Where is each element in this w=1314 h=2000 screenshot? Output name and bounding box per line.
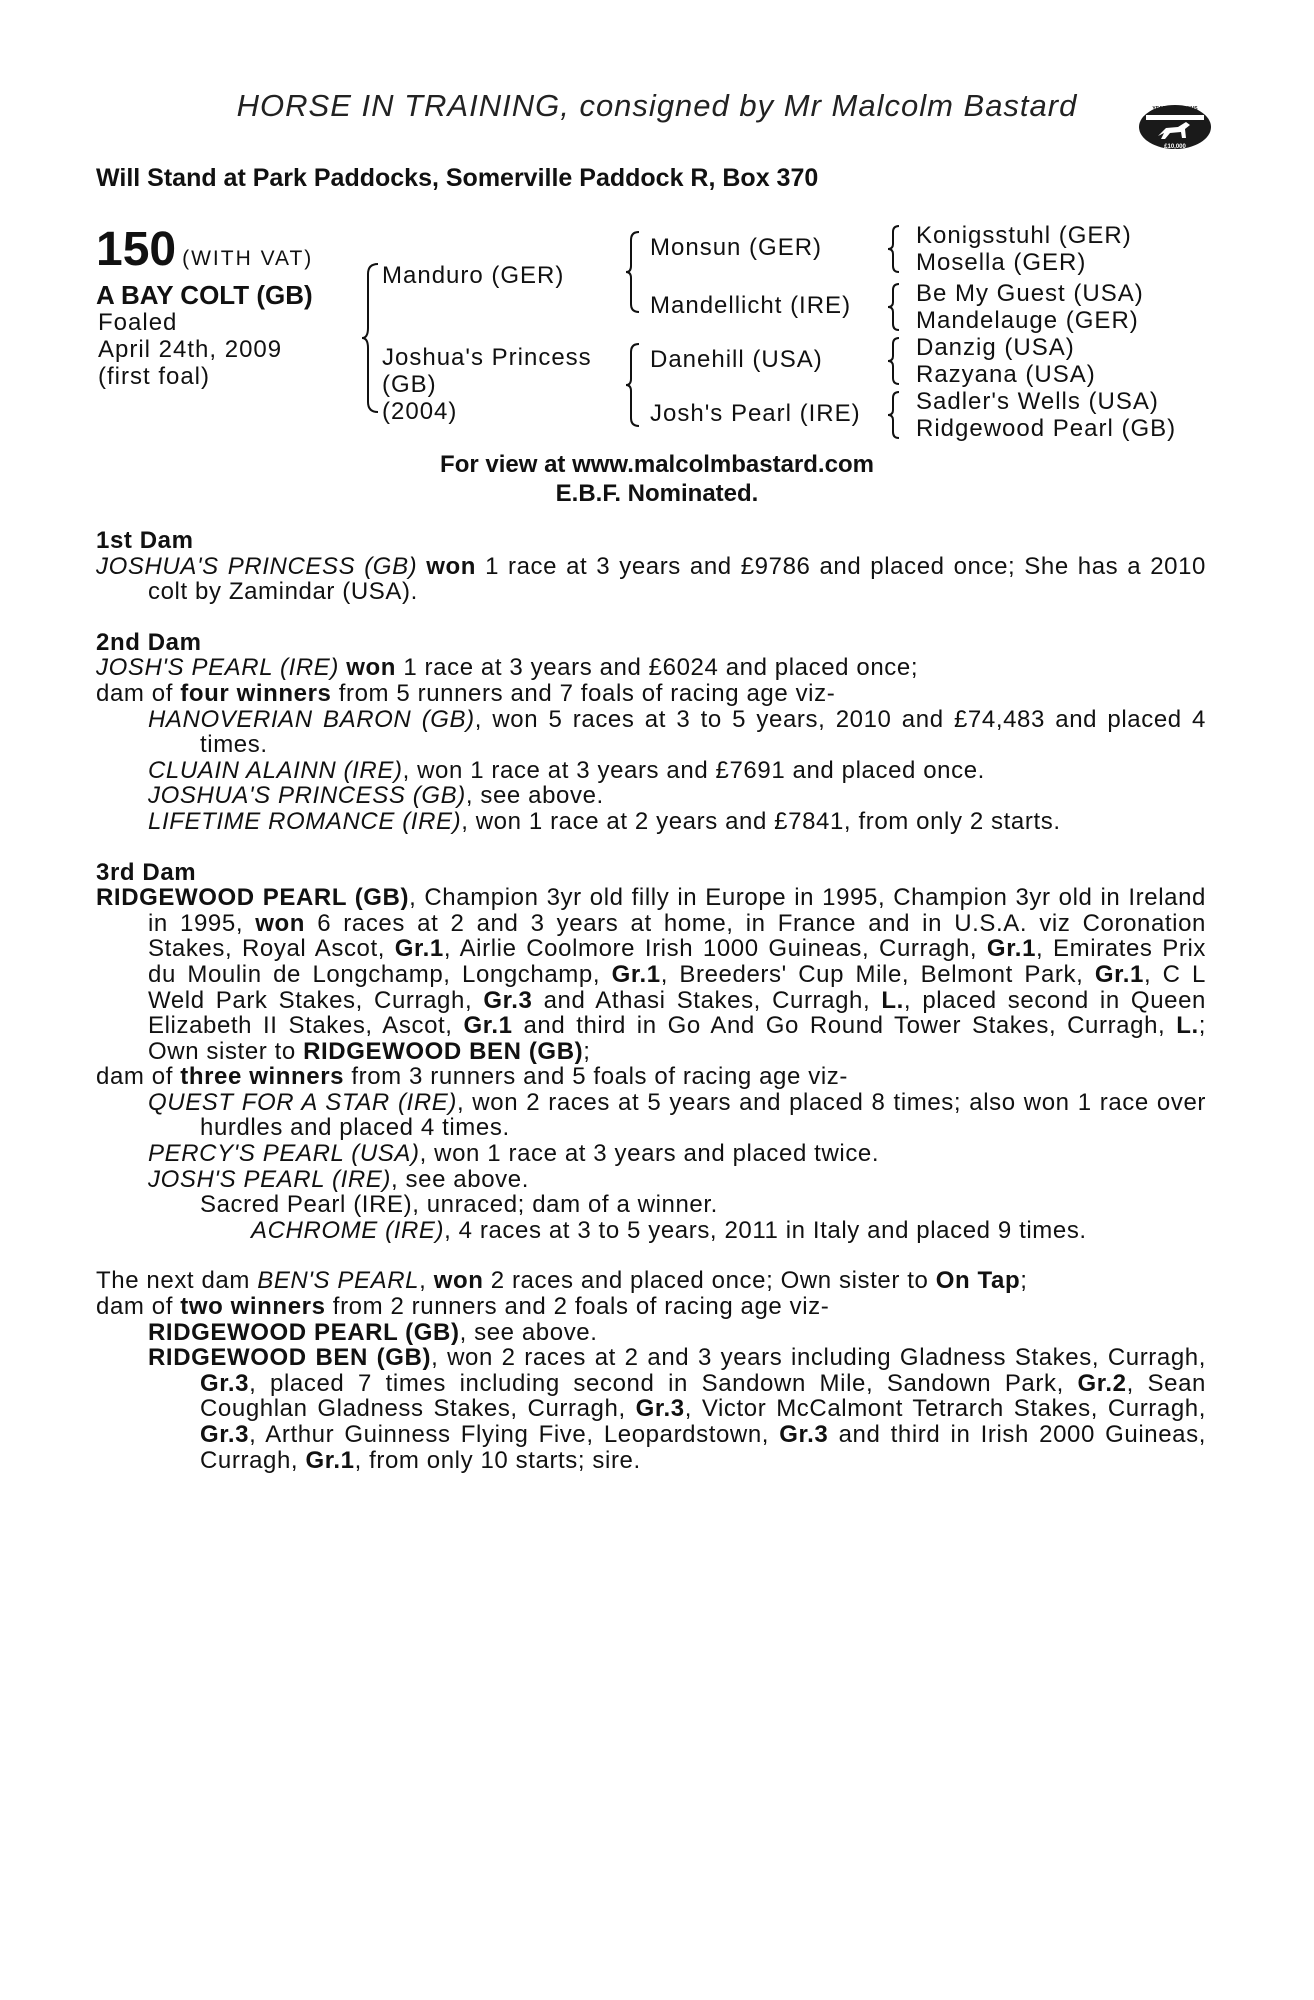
pedigree-brace-dam xyxy=(624,342,642,428)
winners-count: three winners xyxy=(180,1063,345,1091)
produce-text: , from only 10 starts; sire. xyxy=(354,1446,641,1474)
view-info xyxy=(0,450,1314,508)
third-dam-text: , Breeders' Cup Mile, Belmont Park, xyxy=(660,960,1095,988)
produce-name: JOSH'S PEARL (IRE) xyxy=(148,1165,391,1193)
produce-text: , won 2 races at 2 and 3 years including Gladness Stakes, Curragh, xyxy=(431,1344,1207,1372)
produce-entry xyxy=(96,1345,1206,1473)
pedigree-brace-sire xyxy=(624,230,642,314)
produce-text: , see above. xyxy=(465,782,604,810)
produce-name: LIFETIME ROMANCE (IRE) xyxy=(148,807,462,835)
pedigree-dam: Joshua's Princess (GB) (2004) xyxy=(382,344,592,425)
grade-badge: Gr.1 xyxy=(463,1012,513,1040)
next-dam-name: BEN'S PEARL xyxy=(257,1267,420,1295)
pedigree-g3-1: Konigsstuhl (GER) xyxy=(916,222,1132,249)
listed-badge: L. xyxy=(1176,1012,1199,1040)
produce-entry xyxy=(96,783,1206,809)
vat-note: (WITH VAT) xyxy=(182,247,314,270)
produce-entry xyxy=(96,758,1206,784)
produce-text: , 4 races at 3 to 5 years, 2011 in Italy and placed 9 times. xyxy=(444,1216,1087,1244)
produce-text: , see above. xyxy=(459,1318,598,1346)
pedigree-sire-dam: Mandellicht (IRE) xyxy=(650,292,852,319)
grade-badge: Gr.1 xyxy=(986,935,1037,963)
third-dam-text: , Emirates Prix du Moulin de Longchamp, Longchamp, xyxy=(148,935,1206,988)
lot-number: 150 xyxy=(96,223,177,276)
ebf-nominated: E.B.F. Nominated. xyxy=(555,480,759,507)
produce-name: PERCY'S PEARL (USA) xyxy=(148,1140,420,1168)
second-dam-won: won xyxy=(346,654,397,682)
grade-badge: Gr.3 xyxy=(635,1395,685,1423)
first-dam-text: 1 race at 3 years and £9786 and placed once; She has a 2010 colt by Zamindar (USA). xyxy=(148,552,1206,606)
catalogue-body xyxy=(96,528,1206,1473)
pedigree-g3-4: Mandelauge (GER) xyxy=(916,307,1139,334)
pedigree-g3-2: Mosella (GER) xyxy=(916,249,1087,276)
third-dam-text: , Champion 3yr old filly in Europe in 1995, Champion 3yr old in Ireland in 1995, xyxy=(148,884,1206,937)
listed-badge: L. xyxy=(881,986,904,1014)
produce-text: , placed 7 times including second in Sandown Mile, Sandown Park, xyxy=(249,1369,1078,1397)
produce-entry xyxy=(96,1141,1206,1167)
pedigree-brace-g3-4 xyxy=(886,390,902,440)
pedigree-dam-dam: Josh's Pearl (IRE) xyxy=(650,400,861,427)
grade-badge: Gr.1 xyxy=(1094,960,1144,988)
next-dam-text: 2 races and placed once; Own sister to xyxy=(483,1267,936,1295)
runners-summary: from 3 runners and 5 foals of racing age viz- xyxy=(344,1063,848,1091)
pedigree-brace-g3-1 xyxy=(886,224,902,274)
pedigree-brace-g3-3 xyxy=(886,336,902,386)
second-dam-name: JOSH'S PEARL (IRE) xyxy=(96,654,339,682)
third-dam-text: and third in Go And Go Round Tower Stakes, Curragh, xyxy=(512,1012,1177,1040)
pedigree-sire: Manduro (GER) xyxy=(382,262,565,289)
logo-amount: £10,000 xyxy=(1164,144,1186,150)
pedigree-g3-7: Sadler's Wells (USA) xyxy=(916,388,1159,415)
grade-badge: Gr.3 xyxy=(200,1421,250,1448)
winners-count: four winners xyxy=(180,679,332,707)
produce-name: QUEST FOR A STAR (IRE) xyxy=(148,1088,457,1116)
grand-produce-entry xyxy=(96,1218,1206,1244)
third-dam-text: 6 races at 2 and 3 years at home, in France and in U.S.A. viz Coronation Stakes, Royal Ascot, xyxy=(148,909,1207,963)
produce-text: , won 1 race at 2 years and £7841, from only 2 starts. xyxy=(461,807,1061,835)
pedigree-g3-3: Be My Guest (USA) xyxy=(916,280,1144,307)
produce-text: and third in Irish 2000 Guineas, Curragh, xyxy=(200,1421,1206,1474)
produce-name: ACHROME (IRE) xyxy=(251,1216,445,1244)
third-dam-text: , Airlie Coolmore Irish 1000 Guineas, Curragh, xyxy=(443,935,987,963)
produce-text: , see above. xyxy=(391,1165,529,1193)
own-sister-name: RIDGEWOOD BEN (GB) xyxy=(303,1037,584,1065)
first-dam-heading: 1st Dam xyxy=(96,527,194,554)
produce-text: , Victor McCalmont Tetrarch Stakes, Curragh, xyxy=(684,1395,1207,1423)
grade-badge: Gr.2 xyxy=(1077,1369,1127,1397)
pedigree-brace-g3-2 xyxy=(886,282,902,332)
next-dam-paragraph xyxy=(96,1268,1206,1294)
produce-entry xyxy=(96,1320,1206,1346)
third-dam-text: , C L Weld Park Stakes, Curragh, xyxy=(148,960,1207,1014)
grade-badge: Gr.1 xyxy=(305,1446,355,1474)
dam-of-label: dam of xyxy=(96,1293,181,1321)
produce-entry xyxy=(96,809,1206,835)
third-dam-text: , placed second in Queen Elizabeth II Stakes, Ascot, xyxy=(148,986,1206,1040)
yearling-bonus-logo xyxy=(1138,98,1212,154)
winners-count: two winners xyxy=(180,1293,326,1321)
produce-name: JOSHUA'S PRINCESS (GB) xyxy=(148,782,466,810)
produce-entry: Sacred Pearl (IRE), unraced; dam of a winner. xyxy=(200,1191,718,1219)
third-dam-text: ; xyxy=(583,1037,591,1065)
third-dam-name: RIDGEWOOD PEARL (GB) xyxy=(96,884,410,912)
runners-summary: from 5 runners and 7 foals of racing age viz- xyxy=(331,679,836,707)
produce-text: , won 5 races at 3 to 5 years, 2010 and £74,483 and placed 4 times. xyxy=(200,705,1207,759)
lot-number-line xyxy=(96,222,313,277)
next-dam-text: ; xyxy=(1020,1267,1028,1295)
produce-entry xyxy=(96,1090,1206,1141)
consignment-title: HORSE IN TRAINING, consigned by Mr Malcolm Bastard xyxy=(236,88,1078,123)
pedigree-g3-6: Razyana (USA) xyxy=(916,361,1096,388)
pedigree-sire-sire: Monsun (GER) xyxy=(650,234,823,261)
second-dam-heading: 2nd Dam xyxy=(96,628,202,656)
third-dam-text: and Athasi Stakes, Curragh, xyxy=(532,986,882,1014)
produce-text: , won 1 race at 3 years and £7691 and placed once. xyxy=(402,756,985,784)
third-dam-paragraph xyxy=(96,885,1206,1064)
grade-badge: Gr.3 xyxy=(779,1421,829,1448)
grade-badge: Gr.3 xyxy=(483,986,533,1014)
view-website: For view at www.malcolmbastard.com xyxy=(440,451,874,478)
logo-caption: YEARLING BONUS xyxy=(1152,106,1198,112)
first-dam-name: JOSHUA'S PRINCESS (GB) xyxy=(96,552,418,580)
third-dam-produce-summary xyxy=(96,1064,1206,1090)
produce-name: CLUAIN ALAINN (IRE) xyxy=(148,756,403,784)
produce-name: RIDGEWOOD BEN (GB) xyxy=(148,1344,432,1372)
grade-badge: Gr.1 xyxy=(611,960,661,988)
second-dam-text: 1 race at 3 years and £6024 and placed once; xyxy=(396,654,919,682)
next-dam-text: , xyxy=(419,1267,434,1295)
first-dam-paragraph xyxy=(96,554,1206,605)
produce-entry xyxy=(96,1167,1206,1193)
pedigree-g3-5: Danzig (USA) xyxy=(916,334,1075,361)
next-dam-text: The next dam xyxy=(96,1267,258,1295)
second-dam-produce-summary xyxy=(96,681,1206,707)
third-dam-won: won xyxy=(255,909,306,937)
produce-text: , Arthur Guinness Flying Five, Leopardstown, xyxy=(249,1421,780,1448)
next-dam-produce-summary xyxy=(96,1294,1206,1320)
pedigree-brace-main xyxy=(360,262,382,414)
produce-text: , Sean Coughlan Gladness Stakes, Curragh, xyxy=(200,1369,1206,1423)
dam-of-label: dam of xyxy=(96,679,181,707)
lot-description: A BAY COLT (GB) xyxy=(96,280,313,310)
foaling-info: Foaled April 24th, 2009 (first foal) xyxy=(98,309,283,390)
third-dam-heading: 3rd Dam xyxy=(96,858,197,886)
next-dam-won: won xyxy=(433,1267,484,1295)
pedigree-dam-sire: Danehill (USA) xyxy=(650,346,823,373)
produce-name: RIDGEWOOD PEARL (GB) xyxy=(148,1318,460,1346)
second-dam-paragraph xyxy=(96,655,1206,681)
produce-entry xyxy=(96,707,1206,758)
first-dam-won: won xyxy=(426,552,477,580)
produce-text: , won 1 race at 3 years and placed twice. xyxy=(419,1140,880,1168)
third-dam-text: ; Own sister to xyxy=(148,1012,1206,1065)
own-sister-name: On Tap xyxy=(935,1267,1021,1295)
pedigree-g3-8: Ridgewood Pearl (GB) xyxy=(916,415,1177,442)
runners-summary: from 2 runners and 2 foals of racing age viz- xyxy=(325,1293,830,1321)
grade-badge: Gr.1 xyxy=(394,935,444,963)
produce-name: HANOVERIAN BARON (GB) xyxy=(148,705,475,733)
stand-location: Will Stand at Park Paddocks, Somerville Paddock R, Box 370 xyxy=(96,164,819,192)
dam-of-label: dam of xyxy=(96,1063,181,1091)
produce-text: , won 2 races at 5 years and placed 8 times; also won 1 race over hurdles and placed 4 times. xyxy=(200,1088,1206,1142)
grade-badge: Gr.3 xyxy=(200,1369,250,1397)
